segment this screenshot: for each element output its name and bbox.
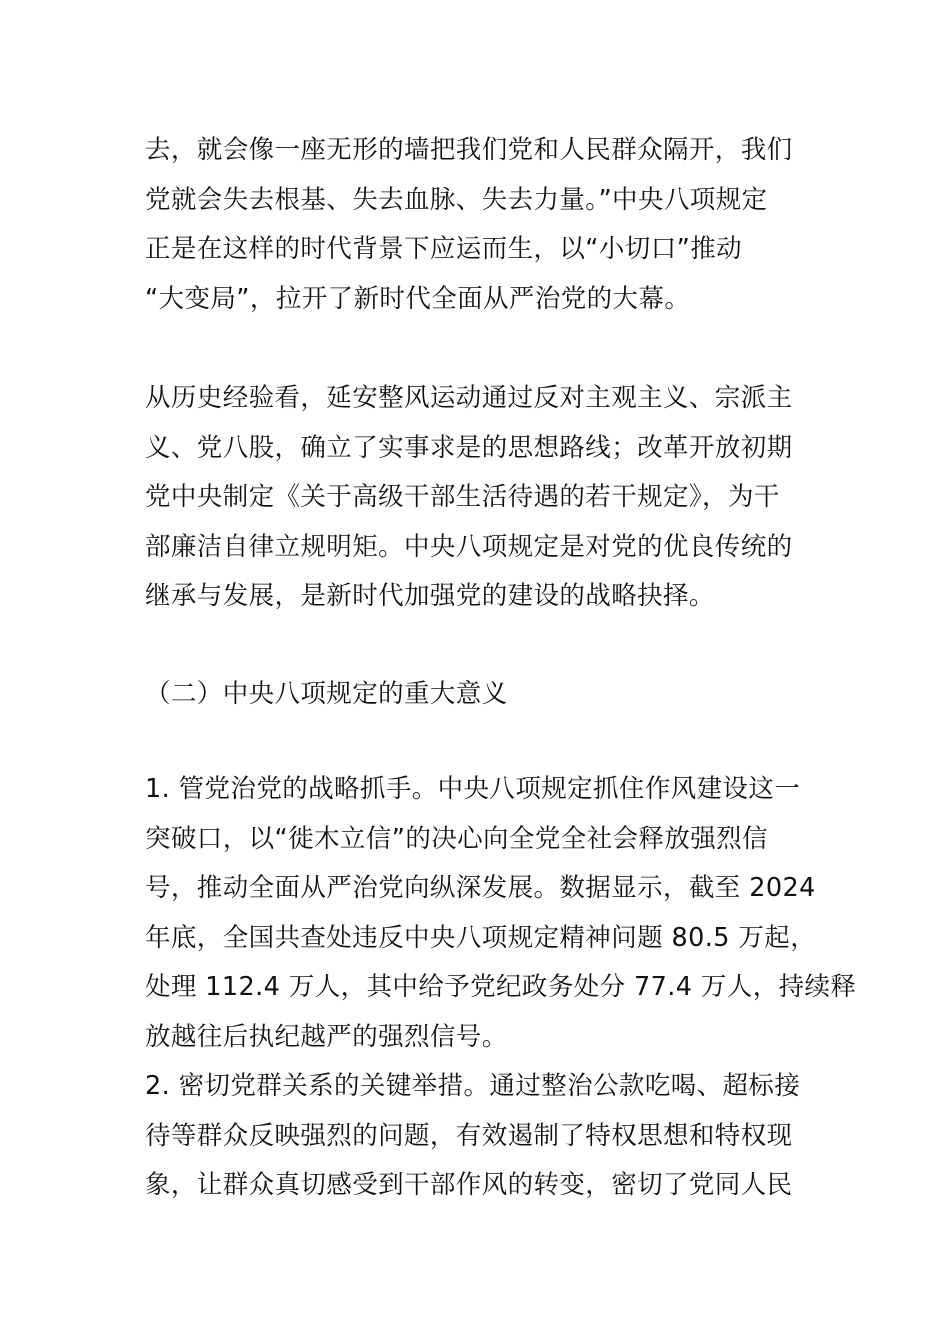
paragraph-gap bbox=[145, 719, 807, 765]
text-line: 党就会失去根基、失去血脉、失去力量。”中央八项规定 bbox=[145, 184, 768, 215]
paragraph-2 bbox=[145, 374, 807, 622]
text-line: 党中央制定《关于高级干部生活待遇的若干规定》，为干 bbox=[145, 482, 780, 512]
text-line: 继承与发展，是新时代加强党的建设的战略抉择。 bbox=[145, 581, 715, 611]
document-page bbox=[145, 126, 857, 1211]
paragraph-4 bbox=[145, 1062, 807, 1211]
heading-line: （二）中央八项规定的重大意义 bbox=[145, 678, 508, 709]
text-line: 正是在这样的时代背景下应运而生，以“小切口”推动 bbox=[145, 234, 743, 264]
section-heading bbox=[145, 670, 807, 720]
text-line: 处理 112.4 万人，其中给予党纪政务处分 77.4 万人，持续释 bbox=[145, 972, 857, 1002]
text-line: 2. 密切党群关系的关键举措。通过整治公款吃喝、超标接 bbox=[145, 1071, 801, 1101]
text-line: 年底，全国共查处违反中央八项规定精神问题 80.5 万起， bbox=[145, 922, 817, 953]
text-line: 号，推动全面从严治党向纵深发展。数据显示，截至 2024 bbox=[145, 873, 816, 903]
paragraph-gap bbox=[145, 622, 807, 670]
text-line: 义、党八股，确立了实事求是的思想路线；改革开放初期 bbox=[145, 432, 793, 463]
text-line: 1. 管党治党的战略抓手。中央八项规定抓住作风建设这一 bbox=[145, 774, 801, 804]
text-line: 部廉洁自律立规明矩。中央八项规定是对党的优良传统的 bbox=[145, 531, 793, 562]
paragraph-1 bbox=[145, 126, 807, 324]
text-line: 放越往后执纪越严的强烈信号。 bbox=[145, 1021, 508, 1052]
text-line: 突破口，以“徙木立信”的决心向全党全社会释放强烈信 bbox=[145, 823, 768, 854]
text-line: 象，让群众真切感受到干部作风的转变，密切了党同人民 bbox=[145, 1170, 793, 1200]
text-line: 待等群众反映强烈的问题，有效遏制了特权思想和特权现 bbox=[145, 1120, 793, 1151]
text-line: “大变局”，拉开了新时代全面从严治党的大幕。 bbox=[145, 283, 691, 314]
paragraph-3 bbox=[145, 765, 857, 1062]
text-line: 去，就会像一座无形的墙把我们党和人民群众隔开，我们 bbox=[145, 135, 793, 165]
paragraph-gap bbox=[145, 324, 807, 374]
text-line: 从历史经验看，延安整风运动通过反对主观主义、宗派主 bbox=[145, 383, 793, 413]
